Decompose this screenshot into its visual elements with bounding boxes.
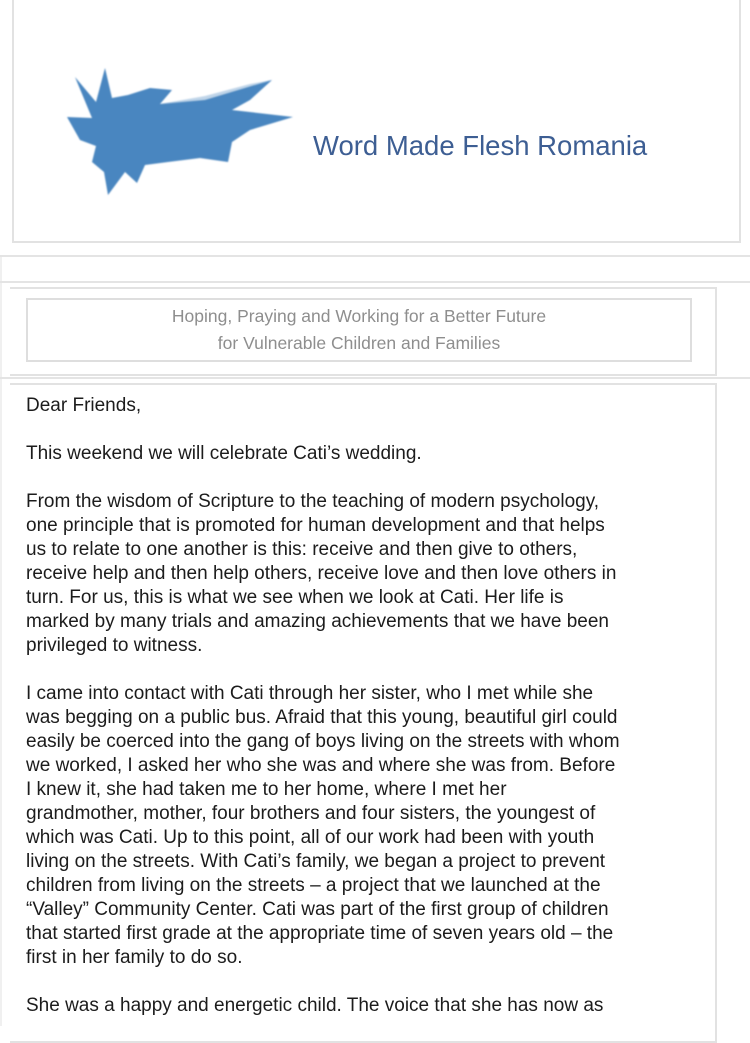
tagline-line-2: for Vulnerable Children and Families: [217, 333, 501, 353]
paragraph-line: first in her family to do so.: [26, 947, 243, 968]
page-left-edge: [0, 256, 2, 1026]
paragraph-line: marked by many trials and amazing achievements that we have been: [26, 611, 609, 632]
paragraph-line: children from living on the streets – a project that we launched at the: [26, 875, 601, 896]
tagline-line-1: Hoping, Praying and Working for a Better Future: [171, 306, 547, 326]
paragraph-line: I knew it, she had taken me to her home, where I met her: [26, 779, 507, 800]
paragraph: [26, 442, 716, 466]
paragraph-line: easily be coerced into the gang of boys living on the streets with whom: [26, 731, 620, 752]
paragraph-line: From the wisdom of Scripture to the teaching of modern psychology,: [26, 491, 600, 512]
greeting: Dear Friends,: [26, 395, 142, 416]
paragraph-line: This weekend we will celebrate Cati’s wedding.: [26, 443, 422, 464]
paragraph-line: one principle that is promoted for human development and that helps: [26, 515, 605, 536]
tagline-box: [26, 298, 692, 362]
paragraph-line: turn. For us, this is what we see when we look at Cati. Her life is: [26, 587, 564, 608]
paragraph-line: which was Cati. Up to this point, all of our work had been with youth: [26, 827, 595, 848]
paragraph: [26, 994, 716, 1018]
divider: [0, 377, 750, 379]
divider: [0, 255, 750, 257]
brand-name: Word Made Flesh Romania: [313, 130, 648, 161]
letter-content: [26, 394, 716, 1042]
paragraph-line: living on the streets. With Cati’s family, we began a project to prevent: [26, 851, 606, 872]
paragraph: [26, 490, 716, 658]
divider: [0, 281, 750, 283]
paragraph-line: She was a happy and energetic child. The voice that she has now as: [26, 995, 604, 1016]
paragraph-line: I came into contact with Cati through her sister, who I met while she: [26, 683, 594, 704]
paragraph-line: receive help and then help others, receive love and then love others in: [26, 563, 617, 584]
paragraph-line: we worked, I asked her who she was and where she was from. Before: [26, 755, 616, 776]
paragraph: [26, 682, 716, 970]
star-comet-logo-icon: [60, 58, 305, 208]
paragraph-line: privileged to witness.: [26, 635, 203, 656]
paragraph-line: “Valley” Community Center. Cati was part of the first group of children: [26, 899, 609, 920]
paragraph-line: that started first grade at the appropriate time of seven years old – the: [26, 923, 614, 944]
paragraph-line: was begging on a public bus. Afraid that this young, beautiful girl could: [26, 707, 618, 728]
paragraph-line: us to relate to one another is this: receive and then give to others,: [26, 539, 578, 560]
paragraph-line: grandmother, mother, four brothers and four sisters, the youngest of: [26, 803, 596, 824]
